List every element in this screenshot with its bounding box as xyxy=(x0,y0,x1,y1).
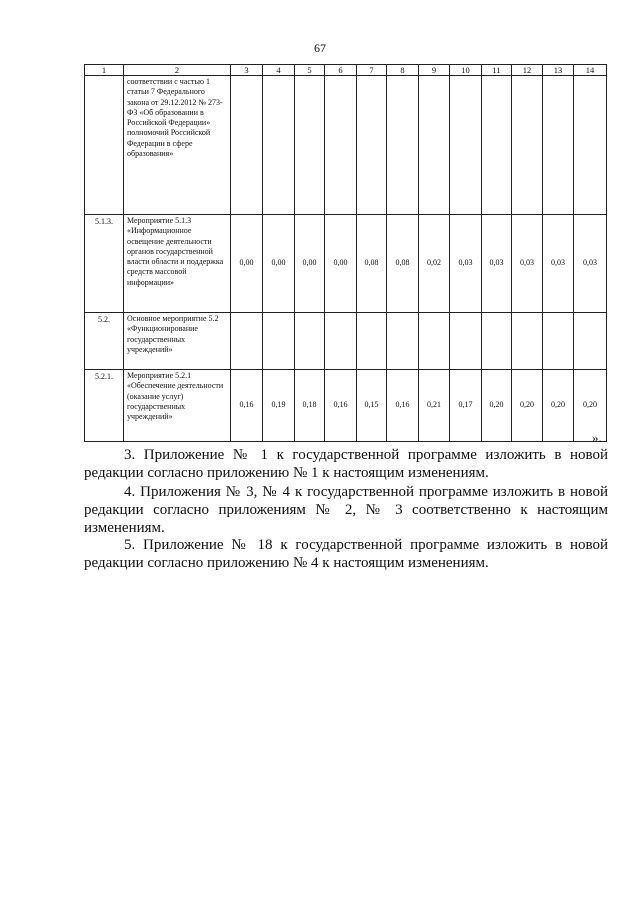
row-value: 0,02 xyxy=(419,215,450,313)
column-header: 4 xyxy=(263,65,295,76)
row-value xyxy=(357,313,387,370)
paragraph xyxy=(84,483,608,537)
table-header-row xyxy=(85,65,607,76)
row-value xyxy=(543,313,574,370)
column-header: 3 xyxy=(231,65,263,76)
row-value: 0,00 xyxy=(263,215,295,313)
row-value xyxy=(574,76,607,215)
row-code: 5.2.1. xyxy=(85,370,124,442)
row-value xyxy=(231,76,263,215)
row-value: 0,20 xyxy=(574,370,607,442)
row-value xyxy=(295,76,325,215)
table-row xyxy=(85,370,607,442)
table-row xyxy=(85,76,607,215)
program-table xyxy=(84,64,607,442)
row-value: 0,16 xyxy=(231,370,263,442)
row-value: 0,18 xyxy=(295,370,325,442)
paragraph-text: 5. Приложение № 18 к государственной программе изложить в новой редакции согласно приложению № 4 к настоящим изменениям. xyxy=(84,537,608,571)
row-value xyxy=(450,76,482,215)
row-value: 0,16 xyxy=(387,370,419,442)
row-value xyxy=(263,76,295,215)
row-value: 0,20 xyxy=(543,370,574,442)
row-value: 0,03 xyxy=(450,215,482,313)
row-value: 0,03 xyxy=(482,215,512,313)
row-value: 0,20 xyxy=(512,370,543,442)
row-code xyxy=(85,76,124,215)
column-header: 6 xyxy=(325,65,357,76)
row-value xyxy=(512,76,543,215)
column-header: 10 xyxy=(450,65,482,76)
row-value: 0,20 xyxy=(482,370,512,442)
column-header: 9 xyxy=(419,65,450,76)
row-value: 0,00 xyxy=(231,215,263,313)
row-value xyxy=(419,76,450,215)
row-value: 0,03 xyxy=(574,215,607,313)
column-header: 2 xyxy=(124,65,231,76)
paragraph xyxy=(84,536,608,572)
paragraph-text: 3. Приложение № 1 к государственной программе изложить в новой редакции согласно приложению № 1 к настоящим изменениям. xyxy=(84,447,608,481)
row-name: Мероприятие 5.1.3 «Информационное освещение деятельности органов государственной власти области и поддержка средств массовой информации» xyxy=(124,215,231,313)
row-value xyxy=(231,313,263,370)
column-header: 5 xyxy=(295,65,325,76)
row-value xyxy=(419,313,450,370)
row-value xyxy=(263,313,295,370)
row-value xyxy=(387,313,419,370)
row-value xyxy=(357,76,387,215)
row-value: 0,03 xyxy=(543,215,574,313)
row-value: 0,19 xyxy=(263,370,295,442)
table-row xyxy=(85,313,607,370)
row-value xyxy=(482,76,512,215)
row-name: Мероприятие 5.2.1 «Обеспечение деятельности (оказание услуг) государственных учреждений» xyxy=(124,370,231,442)
column-header: 7 xyxy=(357,65,387,76)
row-value: 0,08 xyxy=(387,215,419,313)
row-value xyxy=(450,313,482,370)
row-code: 5.2. xyxy=(85,313,124,370)
row-code: 5.1.3. xyxy=(85,215,124,313)
row-value: 0,21 xyxy=(419,370,450,442)
row-value xyxy=(574,313,607,370)
row-value xyxy=(325,313,357,370)
row-value: 0,16 xyxy=(325,370,357,442)
column-header: 11 xyxy=(482,65,512,76)
row-value: 0,15 xyxy=(357,370,387,442)
row-name: соответствии с частью 1 статьи 7 Федерального закона от 29.12.2012 № 273-ФЗ «Об образовании в Российской Федерации» полномочий Российской Федерации в сфере образования» xyxy=(124,76,231,215)
table-row xyxy=(85,215,607,313)
row-value: 0,17 xyxy=(450,370,482,442)
row-value xyxy=(543,76,574,215)
column-header: 14 xyxy=(574,65,607,76)
column-header: 13 xyxy=(543,65,574,76)
row-value xyxy=(325,76,357,215)
row-value xyxy=(387,76,419,215)
paragraph-text: 4. Приложения № 3, № 4 к государственной программе изложить в новой редакции согласно приложениям № 2, № 3 соответственно к настоящим изменениям. xyxy=(84,484,608,536)
row-value xyxy=(295,313,325,370)
page-number: 67 xyxy=(314,41,326,55)
row-value: 0,00 xyxy=(325,215,357,313)
row-value xyxy=(482,313,512,370)
column-header: 12 xyxy=(512,65,543,76)
row-value: 0,03 xyxy=(512,215,543,313)
closing-quote: ». xyxy=(592,430,602,445)
column-header: 8 xyxy=(387,65,419,76)
paragraph xyxy=(84,446,608,482)
row-value: 0,08 xyxy=(357,215,387,313)
column-header: 1 xyxy=(85,65,124,76)
row-name: Основное мероприятие 5.2 «Функционирование государственных учреждений» xyxy=(124,313,231,370)
row-value xyxy=(512,313,543,370)
row-value: 0,00 xyxy=(295,215,325,313)
